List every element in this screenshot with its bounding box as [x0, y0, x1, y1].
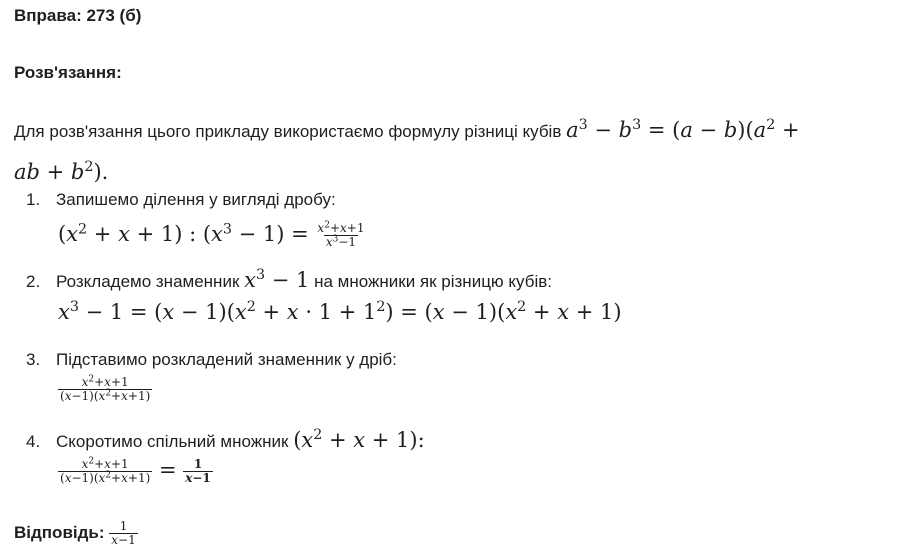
fraction: $\frac{x^2+x+1}{x^3-1}$: [317, 220, 365, 250]
result-fraction: $\frac{1}{x-1}$: [185, 457, 211, 486]
step-1: [26, 190, 336, 210]
step-text: Підставимо розкладений знаменник у дріб:: [56, 350, 397, 369]
answer: [14, 520, 138, 547]
step-text-after: на множники як різницю кубів:: [314, 272, 552, 291]
fraction: $\frac{x^2+x+1}{(x-1)(x^2+x+1)}$: [60, 456, 151, 486]
fraction: $\frac{x^2+x+1}{(x-1)(x^2+x+1)}$: [60, 374, 151, 404]
step-number: 3.: [26, 350, 41, 369]
step-3: [26, 350, 397, 370]
step-2: [26, 268, 552, 292]
step-text: Скоротимо спільний множник: [56, 432, 289, 451]
step-3-expression: [58, 376, 152, 403]
step-2-expression: $x^3 - 1 = (x - 1)(x^2 + x \cdot 1 + 1^2) = (x - 1)(x^2 + x + 1)$: [58, 299, 622, 324]
intro-text: Для розв'язання цього прикладу використаємо формулу різниці кубів: [14, 122, 562, 141]
intro-paragraph: [14, 110, 894, 194]
step-number: 1.: [26, 190, 41, 209]
difference-of-cubes-formula-cont: ab + $b^2$).: [14, 159, 109, 184]
step-number: 4.: [26, 432, 41, 451]
answer-label: Відповідь:: [14, 523, 105, 543]
exercise-title: Вправа: 273 (б): [14, 6, 142, 25]
step-number: 2.: [26, 272, 41, 291]
answer-expression: [109, 519, 137, 548]
step-text: Запишемо ділення у вигляді дробу:: [56, 190, 336, 209]
step-2-inline-math: $x^3 - 1$: [244, 267, 310, 292]
fraction: $\frac{1}{x-1}$: [111, 519, 136, 548]
difference-of-cubes-formula: $a^3 - b^3 = (a - b)(a^2$ +: [566, 117, 800, 142]
step-1-expression: $(x^2 + x + 1)$ : $(x^3 - 1)$ = $\frac{x^2+x+1}{x^3-1}$: [58, 220, 365, 250]
solution-heading: Розв'язання:: [14, 63, 122, 82]
step-4-expression: $\frac{x^2+x+1}{(x-1)(x^2+x+1)}$ = $\frac{1}{x-1}$: [60, 456, 211, 486]
step-4-inline-math: $(x^2 + x + 1)$:: [293, 427, 425, 452]
step-4: [26, 428, 425, 452]
step-text: Розкладемо знаменник: [56, 272, 240, 291]
